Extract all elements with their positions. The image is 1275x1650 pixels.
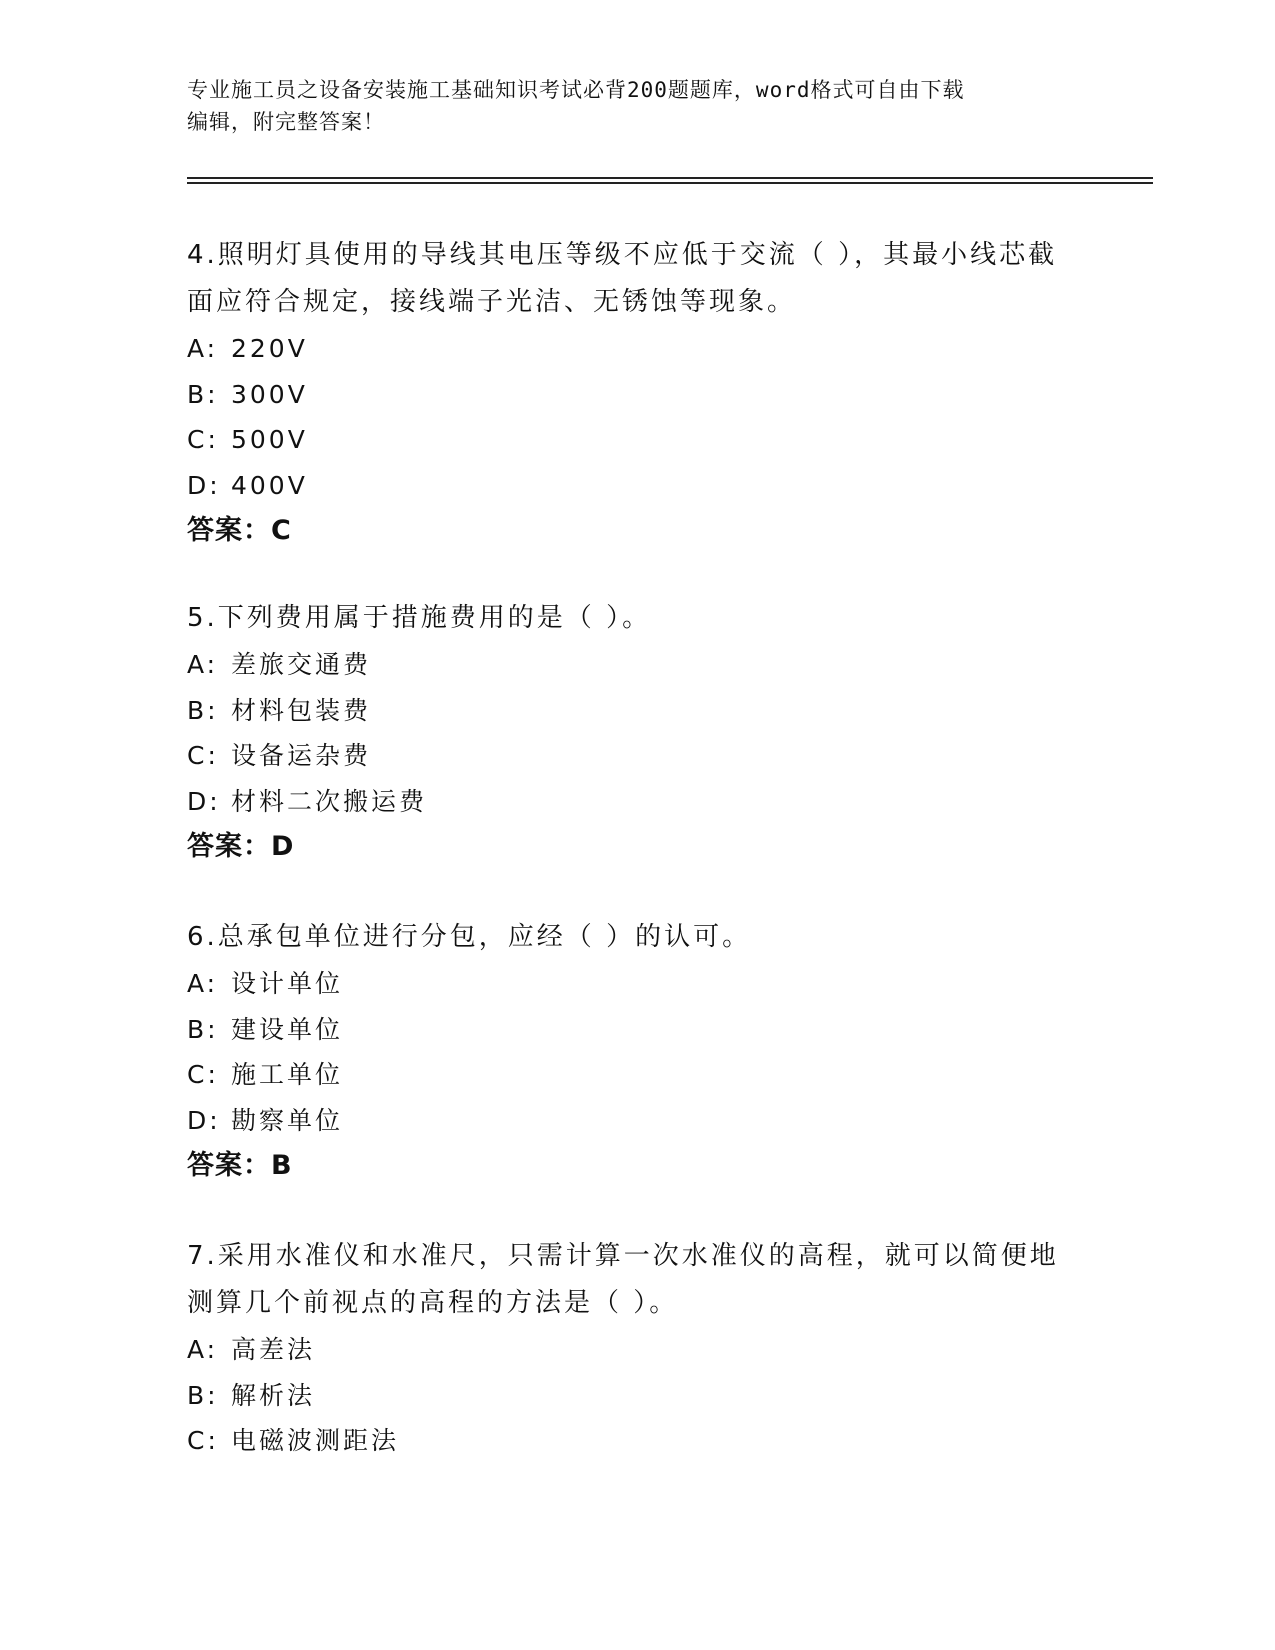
option-d [187, 463, 1087, 509]
option-label: D: [187, 786, 221, 816]
option-text: 220V [231, 334, 308, 363]
answer: 答案：D [187, 831, 295, 862]
option-label: A: [187, 334, 219, 363]
question-5 [187, 595, 1087, 870]
option-label: B: [187, 379, 219, 409]
option-label: C: [187, 425, 219, 454]
option-label: B: [187, 695, 219, 725]
option-c [187, 1052, 1087, 1098]
option-label: C: [187, 741, 219, 770]
document-header [187, 74, 1067, 138]
option-b [187, 1373, 1087, 1419]
option-label: D: [187, 470, 221, 500]
header-divider-bottom [187, 182, 1153, 184]
option-d [187, 1098, 1087, 1144]
option-text: 建设单位 [231, 1014, 344, 1044]
option-c [187, 733, 1087, 779]
option-b [187, 372, 1087, 418]
option-text: 材料包装费 [231, 695, 372, 725]
option-label: A: [187, 1335, 219, 1364]
option-text: 300V [231, 379, 308, 409]
option-text: 材料二次搬运费 [231, 786, 428, 816]
option-text: 设备运杂费 [231, 741, 372, 770]
question-6 [187, 914, 1087, 1189]
option-label: C: [187, 1426, 219, 1455]
header-title-line-1: 专业施工员之设备安装施工基础知识考试必背200题题库，word格式可自由下载 [187, 78, 965, 102]
option-label: A: [187, 969, 219, 998]
header-divider-top [187, 177, 1153, 179]
option-d [187, 779, 1087, 825]
option-text: 高差法 [231, 1335, 316, 1364]
option-text: 施工单位 [231, 1060, 344, 1089]
option-b [187, 688, 1087, 734]
option-label: D: [187, 1105, 221, 1135]
option-label: B: [187, 1014, 219, 1044]
option-text: 400V [231, 470, 308, 500]
option-text: 设计单位 [231, 969, 344, 998]
header-title-line-2: 编辑，附完整答案！ [187, 110, 385, 134]
question-7 [187, 1233, 1087, 1464]
option-text: 差旅交通费 [231, 650, 372, 679]
option-a [187, 326, 1087, 372]
answer: 答案：C [187, 515, 292, 546]
answer: 答案：B [187, 1150, 293, 1181]
option-label: B: [187, 1380, 219, 1410]
question-stem-line-2: 测算几个前视点的高程的方法是（ ）。 [187, 1288, 679, 1318]
question-stem-line-1: 6.总承包单位进行分包，应经（ ）的认可。 [187, 922, 752, 952]
option-a [187, 1327, 1087, 1373]
option-text: 500V [231, 425, 308, 454]
question-stem-line-1: 7.采用水准仪和水准尺，只需计算一次水准仪的高程，就可以简便地 [187, 1241, 1059, 1271]
question-4 [187, 232, 1087, 554]
option-label: A: [187, 650, 219, 679]
option-c [187, 1418, 1087, 1464]
question-stem-line-1: 4.照明灯具使用的导线其电压等级不应低于交流（ ），其最小线芯截 [187, 240, 1058, 270]
question-stem-line-1: 5.下列费用属于措施费用的是（ ）。 [187, 603, 652, 633]
option-a [187, 642, 1087, 688]
question-stem-line-2: 面应符合规定，接线端子光洁、无锈蚀等现象。 [187, 287, 797, 317]
option-text: 电磁波测距法 [231, 1426, 400, 1455]
option-a [187, 961, 1087, 1007]
option-text: 解析法 [231, 1380, 316, 1410]
option-b [187, 1007, 1087, 1053]
option-text: 勘察单位 [231, 1105, 344, 1135]
option-label: C: [187, 1060, 219, 1089]
option-c [187, 417, 1087, 463]
